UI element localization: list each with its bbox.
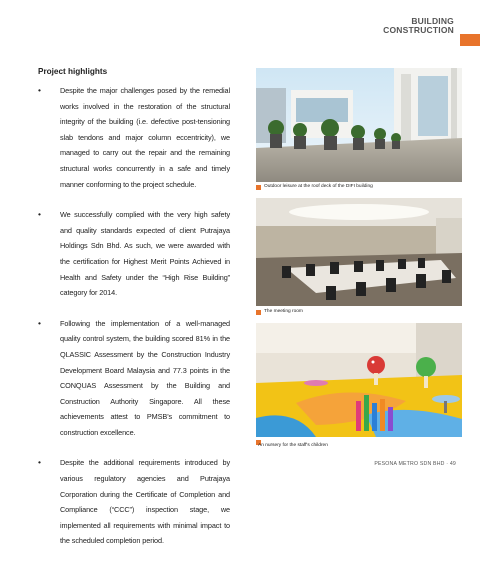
roof-deck-photo: [256, 68, 462, 182]
section-title: Project highlights: [38, 67, 108, 76]
bullet-text: Despite the additional requirements introduced by various regulatory agencies and Putrajaya Corporation during the Certificate of Completion and Compliance (“CCC”) inspection stage, we implemented all requirements with minimal impact to the scheduled completion period.: [60, 458, 230, 546]
bullet-text: Following the implementation of a well-managed quality control system, the building scored 81% in the QLASSIC Assessment by the Construction Industry Development Board Malaysia and 77.3 points in the CONQUAS Assessment by the Building and Construction Authority Singapore. All these achievements attest to PMSB’s commitment to construction excellence.: [60, 318, 230, 437]
bullet-dot: •: [38, 457, 41, 468]
header-line-1: BUILDING: [411, 16, 454, 26]
photo-caption: An nursery for the staff's children: [258, 443, 328, 448]
header-accent-bar: [460, 34, 480, 46]
bullet-text: Despite the major challenges posed by the remedial works involved in the restoration of the structural integrity of the building (i.e. defective post-tensioning slab tendons and major column eccentricity), we managed to carry out the repair and the remaining structural works concurrently in a safe and timely manner conforming to the project schedule.: [60, 86, 230, 189]
project-highlights-column: [38, 67, 230, 564]
bullet-dot: •: [38, 317, 41, 328]
bullet-dot: •: [38, 85, 41, 95]
bullet-text: We successfully complied with the very high safety and quality standards expected of client Putrajaya Holdings Sdn Bhd. As such, we were awarded with the certification for Highest Merit Points Achieved in Health and Safety under the “High Rise Building” category for 2014.: [60, 210, 230, 298]
page-footer: PESONA METRO SDN BHD · 49: [374, 461, 456, 467]
caption-marker: [256, 185, 261, 190]
photo-caption: The meeting room: [264, 309, 303, 314]
bullet-item: [38, 316, 230, 441]
meeting-room-photo: [256, 198, 462, 306]
caption-marker: [256, 310, 261, 315]
bullet-item: [38, 455, 230, 549]
nursery-photo: [256, 323, 462, 437]
section-header: [383, 17, 454, 35]
header-line-2: CONSTRUCTION: [383, 25, 454, 35]
bullet-dot: •: [38, 209, 41, 220]
bullet-item: [38, 207, 230, 301]
photo-caption: Outdoor leisure at the roof deck of the DIFI building: [264, 184, 373, 189]
bullet-item: [38, 83, 230, 192]
